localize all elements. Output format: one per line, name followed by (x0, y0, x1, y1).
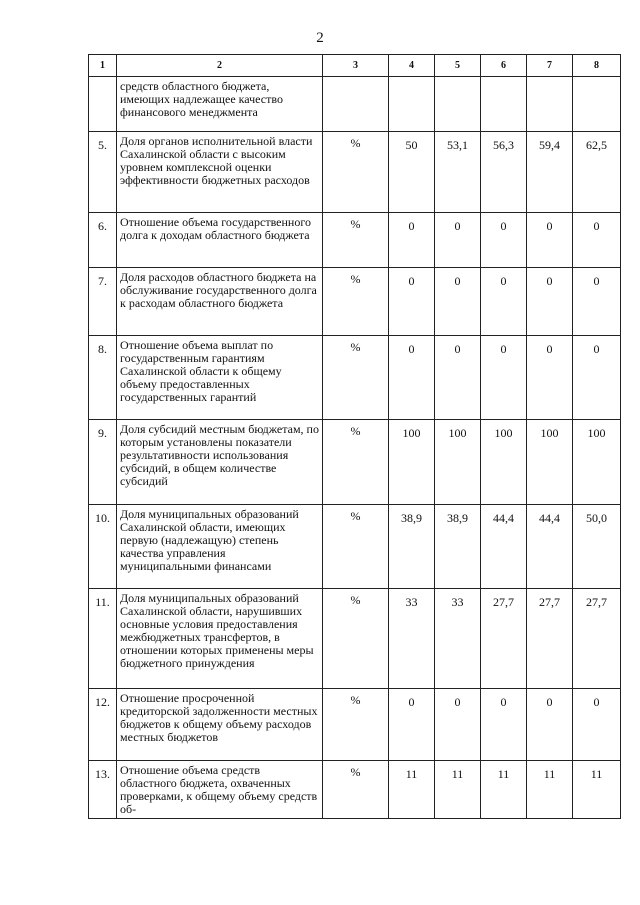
value-col-5 (435, 77, 481, 132)
table-row (89, 689, 621, 761)
table-row (89, 213, 621, 268)
row-number: 6. (89, 213, 117, 268)
indicators-table (88, 54, 621, 819)
value-col-7: 100 (527, 420, 573, 505)
value-col-4: 0 (389, 268, 435, 336)
header-col-4: 4 (389, 55, 435, 77)
value-col-4: 38,9 (389, 505, 435, 589)
page-number: 2 (316, 30, 324, 46)
unit-cell: % (323, 213, 389, 268)
table-row (89, 268, 621, 336)
value-col-5: 33 (435, 589, 481, 689)
table-row (89, 420, 621, 505)
unit-cell: % (323, 268, 389, 336)
value-col-5: 100 (435, 420, 481, 505)
row-number: 5. (89, 132, 117, 213)
value-col-8: 0 (573, 336, 621, 420)
value-col-5: 0 (435, 213, 481, 268)
value-col-4 (389, 77, 435, 132)
indicator-description-text: Отношение просроченной кредиторской задолженности местных бюджетов к общему объему расходов местных бюджетов (120, 691, 318, 744)
value-col-4: 0 (389, 213, 435, 268)
table-row (89, 77, 621, 132)
indicator-description (117, 268, 323, 336)
value-col-8: 11 (573, 761, 621, 819)
value-col-8 (573, 77, 621, 132)
header-col-2: 2 (117, 55, 323, 77)
indicator-description-text: Доля органов исполнительной власти Сахалинской области с высоким уровнем комплексной оценки эффективности бюджетных расходов (120, 134, 313, 187)
value-col-7: 0 (527, 268, 573, 336)
value-col-7: 59,4 (527, 132, 573, 213)
value-col-8: 27,7 (573, 589, 621, 689)
table-row (89, 761, 621, 819)
value-col-6: 44,4 (481, 505, 527, 589)
header-col-8: 8 (573, 55, 621, 77)
table-row (89, 336, 621, 420)
value-col-7: 11 (527, 761, 573, 819)
value-col-6: 27,7 (481, 589, 527, 689)
indicator-description-text: Доля муниципальных образований Сахалинской области, имеющих первую (надлежащую) степень качества управления муниципальными финансами (120, 507, 299, 573)
value-col-6: 0 (481, 213, 527, 268)
indicator-description-text: Доля субсидий местным бюджетам, по которым установлены показатели результативности использования субсидий, в общем количестве субсидий (120, 422, 319, 488)
value-col-5: 11 (435, 761, 481, 819)
table-row (89, 505, 621, 589)
indicator-description-text: Отношение объема государственного долга к доходам областного бюджета (120, 215, 311, 242)
table-row (89, 589, 621, 689)
value-col-8: 0 (573, 268, 621, 336)
indicator-description-text: средств областного бюджета, имеющих надлежащее качество финансового менеджмента (120, 79, 283, 119)
value-col-7: 0 (527, 689, 573, 761)
unit-cell: % (323, 132, 389, 213)
row-number: 9. (89, 420, 117, 505)
value-col-6: 56,3 (481, 132, 527, 213)
unit-cell (323, 77, 389, 132)
value-col-4: 33 (389, 589, 435, 689)
value-col-8: 0 (573, 689, 621, 761)
value-col-7: 0 (527, 336, 573, 420)
indicator-description-text: Отношение объема средств областного бюджета, охваченных проверками, к общему объему средств об- (120, 763, 318, 816)
indicator-description (117, 589, 323, 689)
header-col-3: 3 (323, 55, 389, 77)
header-col-5: 5 (435, 55, 481, 77)
value-col-6: 0 (481, 268, 527, 336)
value-col-7: 0 (527, 213, 573, 268)
indicator-description (117, 213, 323, 268)
value-col-8: 62,5 (573, 132, 621, 213)
value-col-4: 11 (389, 761, 435, 819)
indicator-description-text: Отношение объема выплат по государственным гарантиям Сахалинской области к общему объему предоставленных государственных гарантий (120, 338, 282, 404)
row-number: 12. (89, 689, 117, 761)
indicator-description (117, 689, 323, 761)
value-col-5: 0 (435, 268, 481, 336)
value-col-7 (527, 77, 573, 132)
unit-cell: % (323, 336, 389, 420)
value-col-7: 27,7 (527, 589, 573, 689)
indicator-description (117, 336, 323, 420)
value-col-7: 44,4 (527, 505, 573, 589)
table-header-row (89, 55, 621, 77)
indicator-description (117, 132, 323, 213)
row-number: 13. (89, 761, 117, 819)
value-col-6: 0 (481, 336, 527, 420)
value-col-4: 0 (389, 336, 435, 420)
value-col-6: 11 (481, 761, 527, 819)
indicator-description-text: Доля расходов областного бюджета на обслуживание государственного долга к расходам областного бюджета (120, 270, 317, 310)
value-col-4: 100 (389, 420, 435, 505)
value-col-4: 0 (389, 689, 435, 761)
header-col-6: 6 (481, 55, 527, 77)
value-col-6: 0 (481, 689, 527, 761)
value-col-5: 53,1 (435, 132, 481, 213)
unit-cell: % (323, 589, 389, 689)
value-col-6: 100 (481, 420, 527, 505)
indicator-description (117, 420, 323, 505)
value-col-8: 100 (573, 420, 621, 505)
row-number (89, 77, 117, 132)
indicator-description (117, 505, 323, 589)
unit-cell: % (323, 420, 389, 505)
indicator-description (117, 77, 323, 132)
indicator-description (117, 761, 323, 819)
value-col-5: 0 (435, 336, 481, 420)
row-number: 7. (89, 268, 117, 336)
row-number: 11. (89, 589, 117, 689)
value-col-8: 50,0 (573, 505, 621, 589)
header-col-1: 1 (89, 55, 117, 77)
value-col-4: 50 (389, 132, 435, 213)
unit-cell: % (323, 761, 389, 819)
row-number: 8. (89, 336, 117, 420)
table-row (89, 132, 621, 213)
value-col-5: 0 (435, 689, 481, 761)
value-col-8: 0 (573, 213, 621, 268)
value-col-5: 38,9 (435, 505, 481, 589)
header-col-7: 7 (527, 55, 573, 77)
unit-cell: % (323, 689, 389, 761)
unit-cell: % (323, 505, 389, 589)
row-number: 10. (89, 505, 117, 589)
value-col-6 (481, 77, 527, 132)
indicator-description-text: Доля муниципальных образований Сахалинской области, нарушивших основные условия предоставления межбюджетных трансфертов, в отношении которых применены меры бюджетного принуждения (120, 591, 314, 670)
